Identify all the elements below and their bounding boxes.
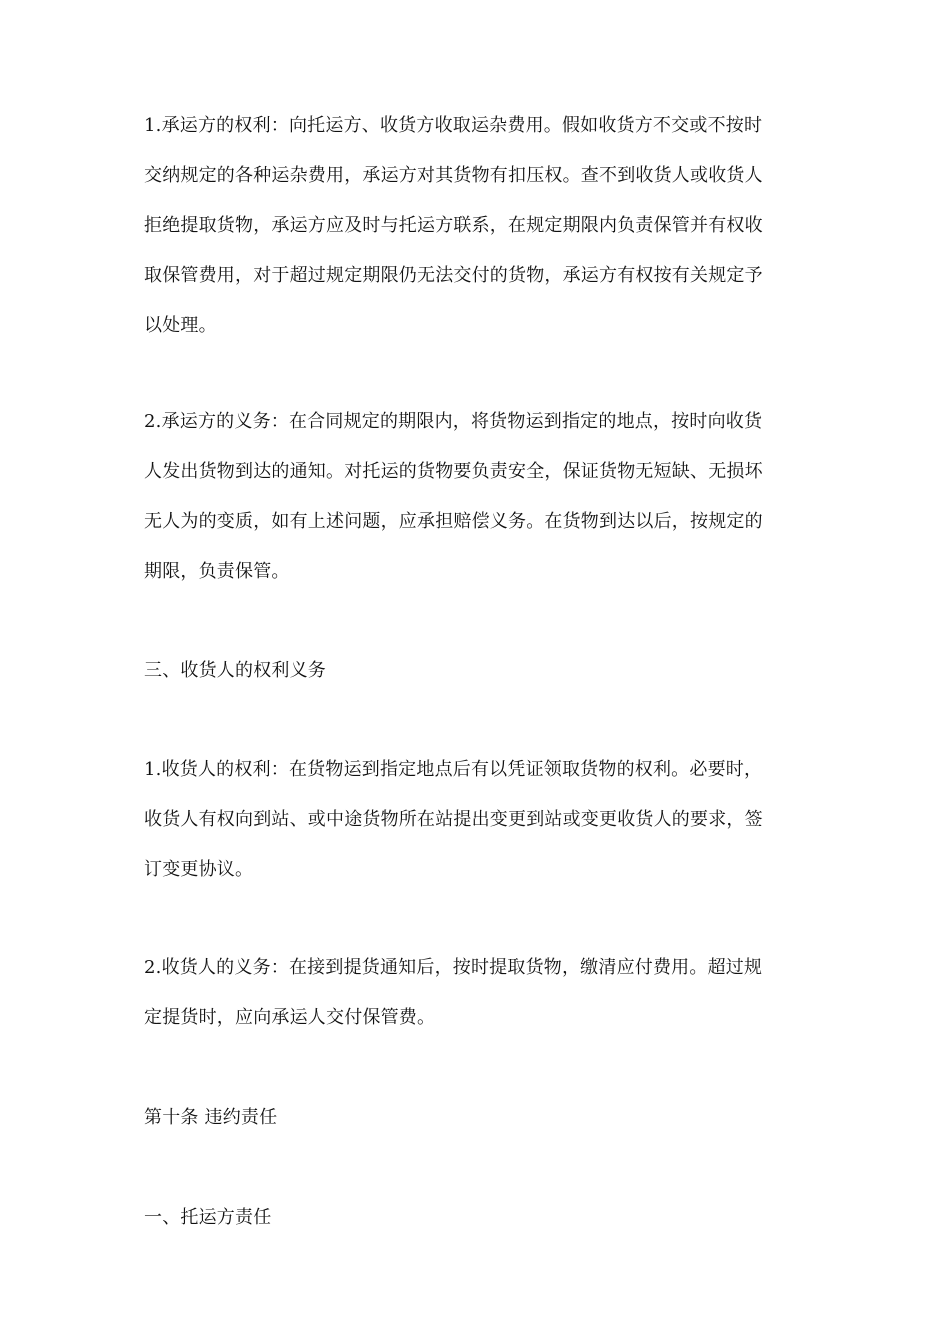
text-line: 2.收货人的义务：在接到提货通知后，按时提取货物，缴清应付费用。超过规: [144, 957, 763, 978]
section-heading-consignee: [144, 646, 812, 696]
text-line: 取保管费用，对于超过规定期限仍无法交付的货物，承运方有权按有关规定予: [144, 265, 763, 286]
paragraph-carrier-rights: [144, 101, 812, 351]
paragraph-consignee-obligations: [144, 943, 812, 1043]
paragraph-consignee-rights: [144, 745, 812, 895]
text-line: 交纳规定的各种运杂费用，承运方对其货物有扣压权。查不到收货人或收货人: [144, 165, 763, 186]
text-line: 以处理。: [144, 315, 217, 336]
heading-text: 一、托运方责任: [144, 1207, 272, 1228]
text-line: 1.承运方的权利：向托运方、收货方收取运杂费用。假如收货方不交或不按时: [144, 115, 763, 136]
paragraph-carrier-obligations: [144, 397, 812, 597]
text-line: 定提货时，应向承运人交付保管费。: [144, 1007, 436, 1028]
text-line: 拒绝提取货物，承运方应及时与托运方联系，在规定期限内负责保管并有权收: [144, 215, 763, 236]
heading-text: 三、收货人的权利义务: [144, 660, 326, 681]
text-line: 订变更协议。: [144, 859, 254, 880]
text-line: 1.收货人的权利：在货物运到指定地点后有以凭证领取货物的权利。必要时，: [144, 759, 763, 780]
text-line: 人发出货物到达的通知。对托运的货物要负责安全，保证货物无短缺、无损坏: [144, 461, 763, 482]
article-heading-breach-liability: [144, 1093, 812, 1143]
text-line: 收货人有权向到站、或中途货物所在站提出变更到站或变更收货人的要求，签: [144, 809, 763, 830]
text-line: 无人为的变质，如有上述问题，应承担赔偿义务。在货物到达以后，按规定的: [144, 511, 763, 532]
text-line: 2.承运方的义务：在合同规定的期限内，将货物运到指定的地点，按时向收货: [144, 411, 763, 432]
section-heading-shipper-liability: [144, 1193, 812, 1243]
heading-text: 第十条 违约责任: [144, 1107, 278, 1128]
text-line: 期限，负责保管。: [144, 561, 290, 582]
